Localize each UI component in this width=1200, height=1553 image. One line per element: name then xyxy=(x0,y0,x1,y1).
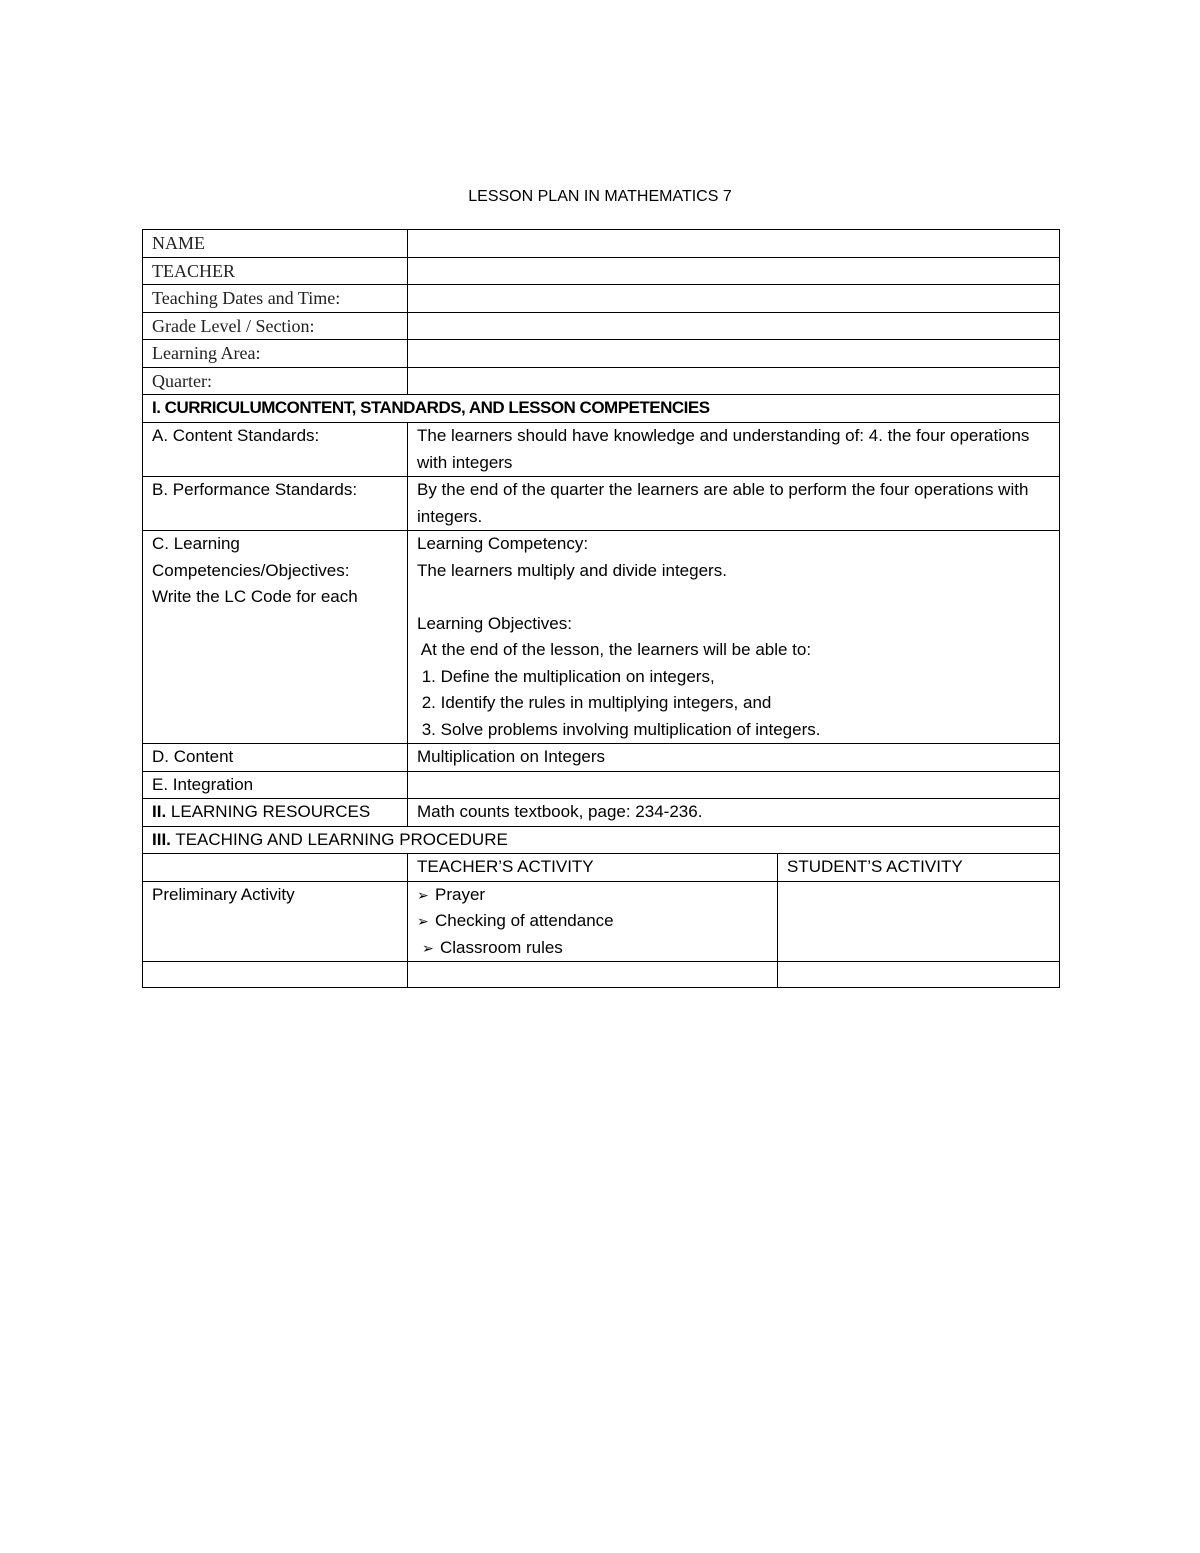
learning-area-label: Learning Area: xyxy=(143,340,408,368)
row-teaching-dates xyxy=(143,285,1060,313)
teacher-field[interactable] xyxy=(408,257,1060,285)
competencies-label-line1: C. Learning xyxy=(152,534,240,553)
list-item-text: Checking of attendance xyxy=(435,911,614,930)
objectives-intro: At the end of the lesson, the learners will be able to: xyxy=(417,640,812,659)
competencies-label-line2: Competencies/Objectives: xyxy=(152,560,350,580)
arrow-bullet-icon: ➢ xyxy=(417,913,429,929)
row-empty xyxy=(143,962,1060,988)
quarter-field[interactable] xyxy=(408,367,1060,395)
row-competencies xyxy=(143,531,1060,744)
list-item xyxy=(417,882,768,909)
procedure-title: TEACHING AND LEARNING PROCEDURE xyxy=(170,829,508,849)
competencies-label-line3: Write the LC Code for each xyxy=(152,587,358,606)
row-grade-level xyxy=(143,312,1060,340)
list-item-text: Prayer xyxy=(435,884,486,904)
competencies-content-cell xyxy=(408,531,1060,744)
row-preliminary-activity xyxy=(143,881,1060,962)
procedure-numeral: III. xyxy=(152,829,171,849)
learning-area-field[interactable] xyxy=(408,340,1060,368)
integration-label: E. Integration xyxy=(143,771,408,799)
integration-value[interactable] xyxy=(408,771,1060,799)
empty-cell[interactable] xyxy=(408,962,778,988)
grade-level-field[interactable] xyxy=(408,312,1060,340)
content-standards-text: The learners should have knowledge and understanding of: 4. the four operations with integers xyxy=(408,423,1060,477)
performance-standards-text: By the end of the quarter the learners are able to perform the four operations with integers. xyxy=(408,477,1060,531)
list-item xyxy=(417,908,768,935)
objective-item: 3. Solve problems involving multiplication of integers. xyxy=(417,719,821,739)
content-value: Multiplication on Integers xyxy=(408,744,1060,772)
row-teacher xyxy=(143,257,1060,285)
name-label: NAME xyxy=(143,230,408,258)
document-title: LESSON PLAN IN MATHEMATICS 7 xyxy=(468,188,732,205)
section-1-heading: I. CURRICULUMCONTENT, STANDARDS, AND LESSON COMPETENCIES xyxy=(143,395,1060,423)
teaching-dates-label: Teaching Dates and Time: xyxy=(143,285,408,313)
grade-level-label: Grade Level / Section: xyxy=(143,312,408,340)
section-1-heading-row xyxy=(143,395,1060,423)
activity-blank-cell xyxy=(143,854,408,882)
competency-text: The learners multiply and divide integers. xyxy=(417,560,727,580)
preliminary-label: Preliminary Activity xyxy=(143,881,408,962)
learning-resources-label xyxy=(143,799,408,827)
row-integration xyxy=(143,771,1060,799)
preliminary-student-cell[interactable] xyxy=(778,881,1060,962)
performance-standards-label: B. Performance Standards: xyxy=(143,477,408,531)
preliminary-teacher-cell xyxy=(408,881,778,962)
learning-resources-title: LEARNING RESOURCES xyxy=(166,802,371,821)
content-standards-label: A. Content Standards: xyxy=(143,423,408,477)
quarter-label: Quarter: xyxy=(143,367,408,395)
lesson-plan-table xyxy=(142,229,1060,988)
teaching-dates-field[interactable] xyxy=(408,285,1060,313)
spacer xyxy=(417,584,1050,611)
arrow-bullet-icon: ➢ xyxy=(417,886,429,903)
list-item xyxy=(417,935,768,962)
row-procedure-heading xyxy=(143,826,1060,854)
teacher-activity-header: TEACHER’S ACTIVITY xyxy=(408,854,778,882)
name-field[interactable] xyxy=(408,230,1060,258)
arrow-bullet-icon: ➢ xyxy=(422,939,434,956)
competencies-label-cell xyxy=(143,531,408,744)
learning-resources-numeral: II. xyxy=(152,802,167,821)
row-content-standards xyxy=(143,423,1060,477)
row-content xyxy=(143,744,1060,772)
empty-cell[interactable] xyxy=(778,962,1060,988)
list-item-text: Classroom rules xyxy=(440,937,563,957)
content-label: D. Content xyxy=(143,744,408,772)
competency-heading: Learning Competency: xyxy=(417,534,589,553)
row-quarter xyxy=(143,367,1060,395)
row-performance-standards xyxy=(143,477,1060,531)
row-activity-columns xyxy=(143,854,1060,882)
empty-cell[interactable] xyxy=(143,962,408,988)
objective-item: 1. Define the multiplication on integers, xyxy=(417,666,715,686)
teacher-label: TEACHER xyxy=(143,257,408,285)
objectives-heading: Learning Objectives: xyxy=(417,613,572,633)
row-name xyxy=(143,230,1060,258)
objective-item: 2. Identify the rules in multiplying integers, and xyxy=(417,693,772,712)
student-activity-header: STUDENT’S ACTIVITY xyxy=(778,854,1060,882)
procedure-heading xyxy=(143,826,1060,854)
row-learning-area xyxy=(143,340,1060,368)
row-learning-resources xyxy=(143,799,1060,827)
learning-resources-value: Math counts textbook, page: 234-236. xyxy=(408,799,1060,827)
